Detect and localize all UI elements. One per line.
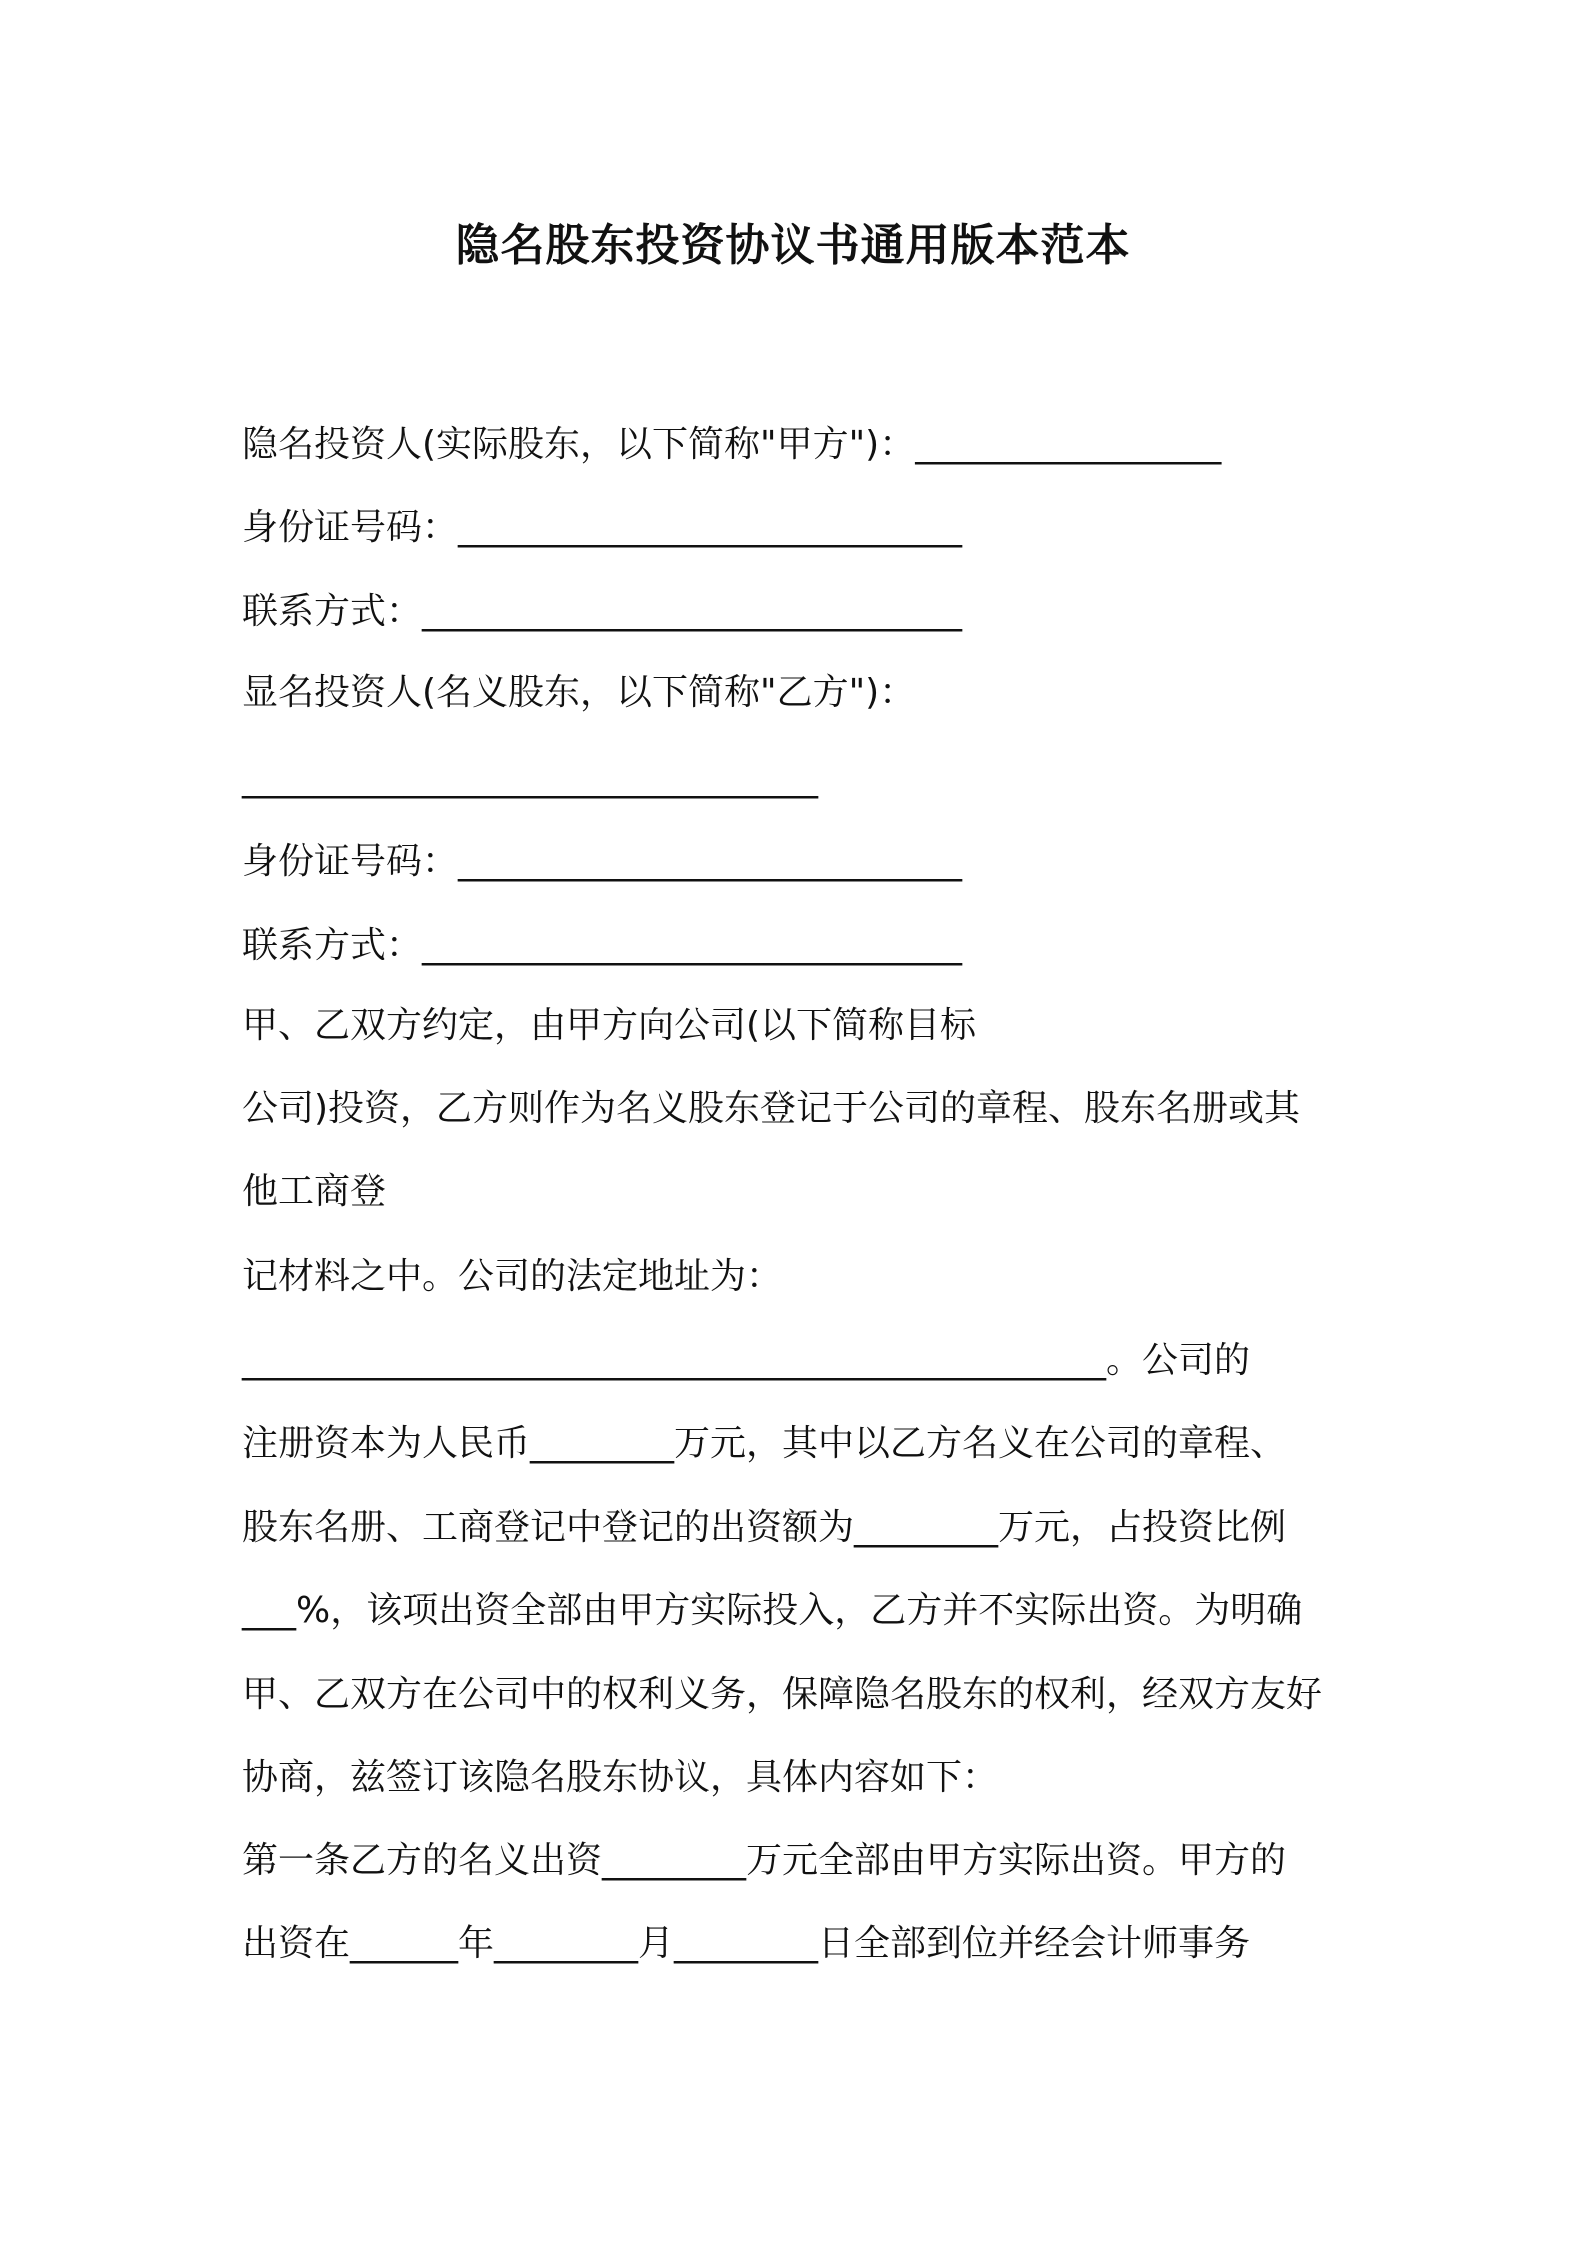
body-text-line: 出资在______年________月________日全部到位并经会计师事务 xyxy=(242,1923,1251,1964)
body-text-line: 股东名册、工商登记中登记的出资额为________万元，占投资比例 xyxy=(242,1507,1287,1548)
body-text-line: 协商，兹签订该隐名股东协议，具体内容如下： xyxy=(242,1757,999,1798)
body-text-line: 甲、乙双方约定，由甲方向公司(以下简称目标 xyxy=(242,1005,977,1046)
body-text-line: ________________________________________________。公司的 xyxy=(242,1340,1251,1381)
body-text-line: 记材料之中。公司的法定地址为： xyxy=(242,1256,783,1297)
hidden-investor-line: 隐名投资人(实际股东，以下简称"甲方")：_________________ xyxy=(242,424,1222,465)
body-text-line: 公司)投资，乙方则作为名义股东登记于公司的章程、股东名册或其 xyxy=(242,1088,1301,1129)
contact-line-b: 联系方式：______________________________ xyxy=(242,925,963,966)
id-number-line-a: 身份证号码：____________________________ xyxy=(242,507,963,548)
contact-line-a: 联系方式：______________________________ xyxy=(242,591,963,632)
document-title: 隐名股东投资协议书通用版本范本 xyxy=(455,220,1131,271)
nominal-investor-line: 显名投资人(名义股东，以下简称"乙方")： xyxy=(242,672,916,713)
id-number-line-b: 身份证号码：____________________________ xyxy=(242,841,963,882)
body-text-line: 注册资本为人民币________万元，其中以乙方名义在公司的章程、 xyxy=(242,1423,1287,1464)
body-text-line: 他工商登 xyxy=(242,1171,387,1212)
body-text-line: 甲、乙双方在公司中的权利义务，保障隐名股东的权利，经双方友好 xyxy=(242,1674,1323,1715)
article-one-line: 第一条乙方的名义出资________万元全部由甲方实际出资。甲方的 xyxy=(242,1840,1287,1881)
nominal-investor-blank: ________________________________ xyxy=(242,758,818,799)
body-text-line: ___%，该项出资全部由甲方实际投入，乙方并不实际出资。为明确 xyxy=(242,1590,1303,1631)
